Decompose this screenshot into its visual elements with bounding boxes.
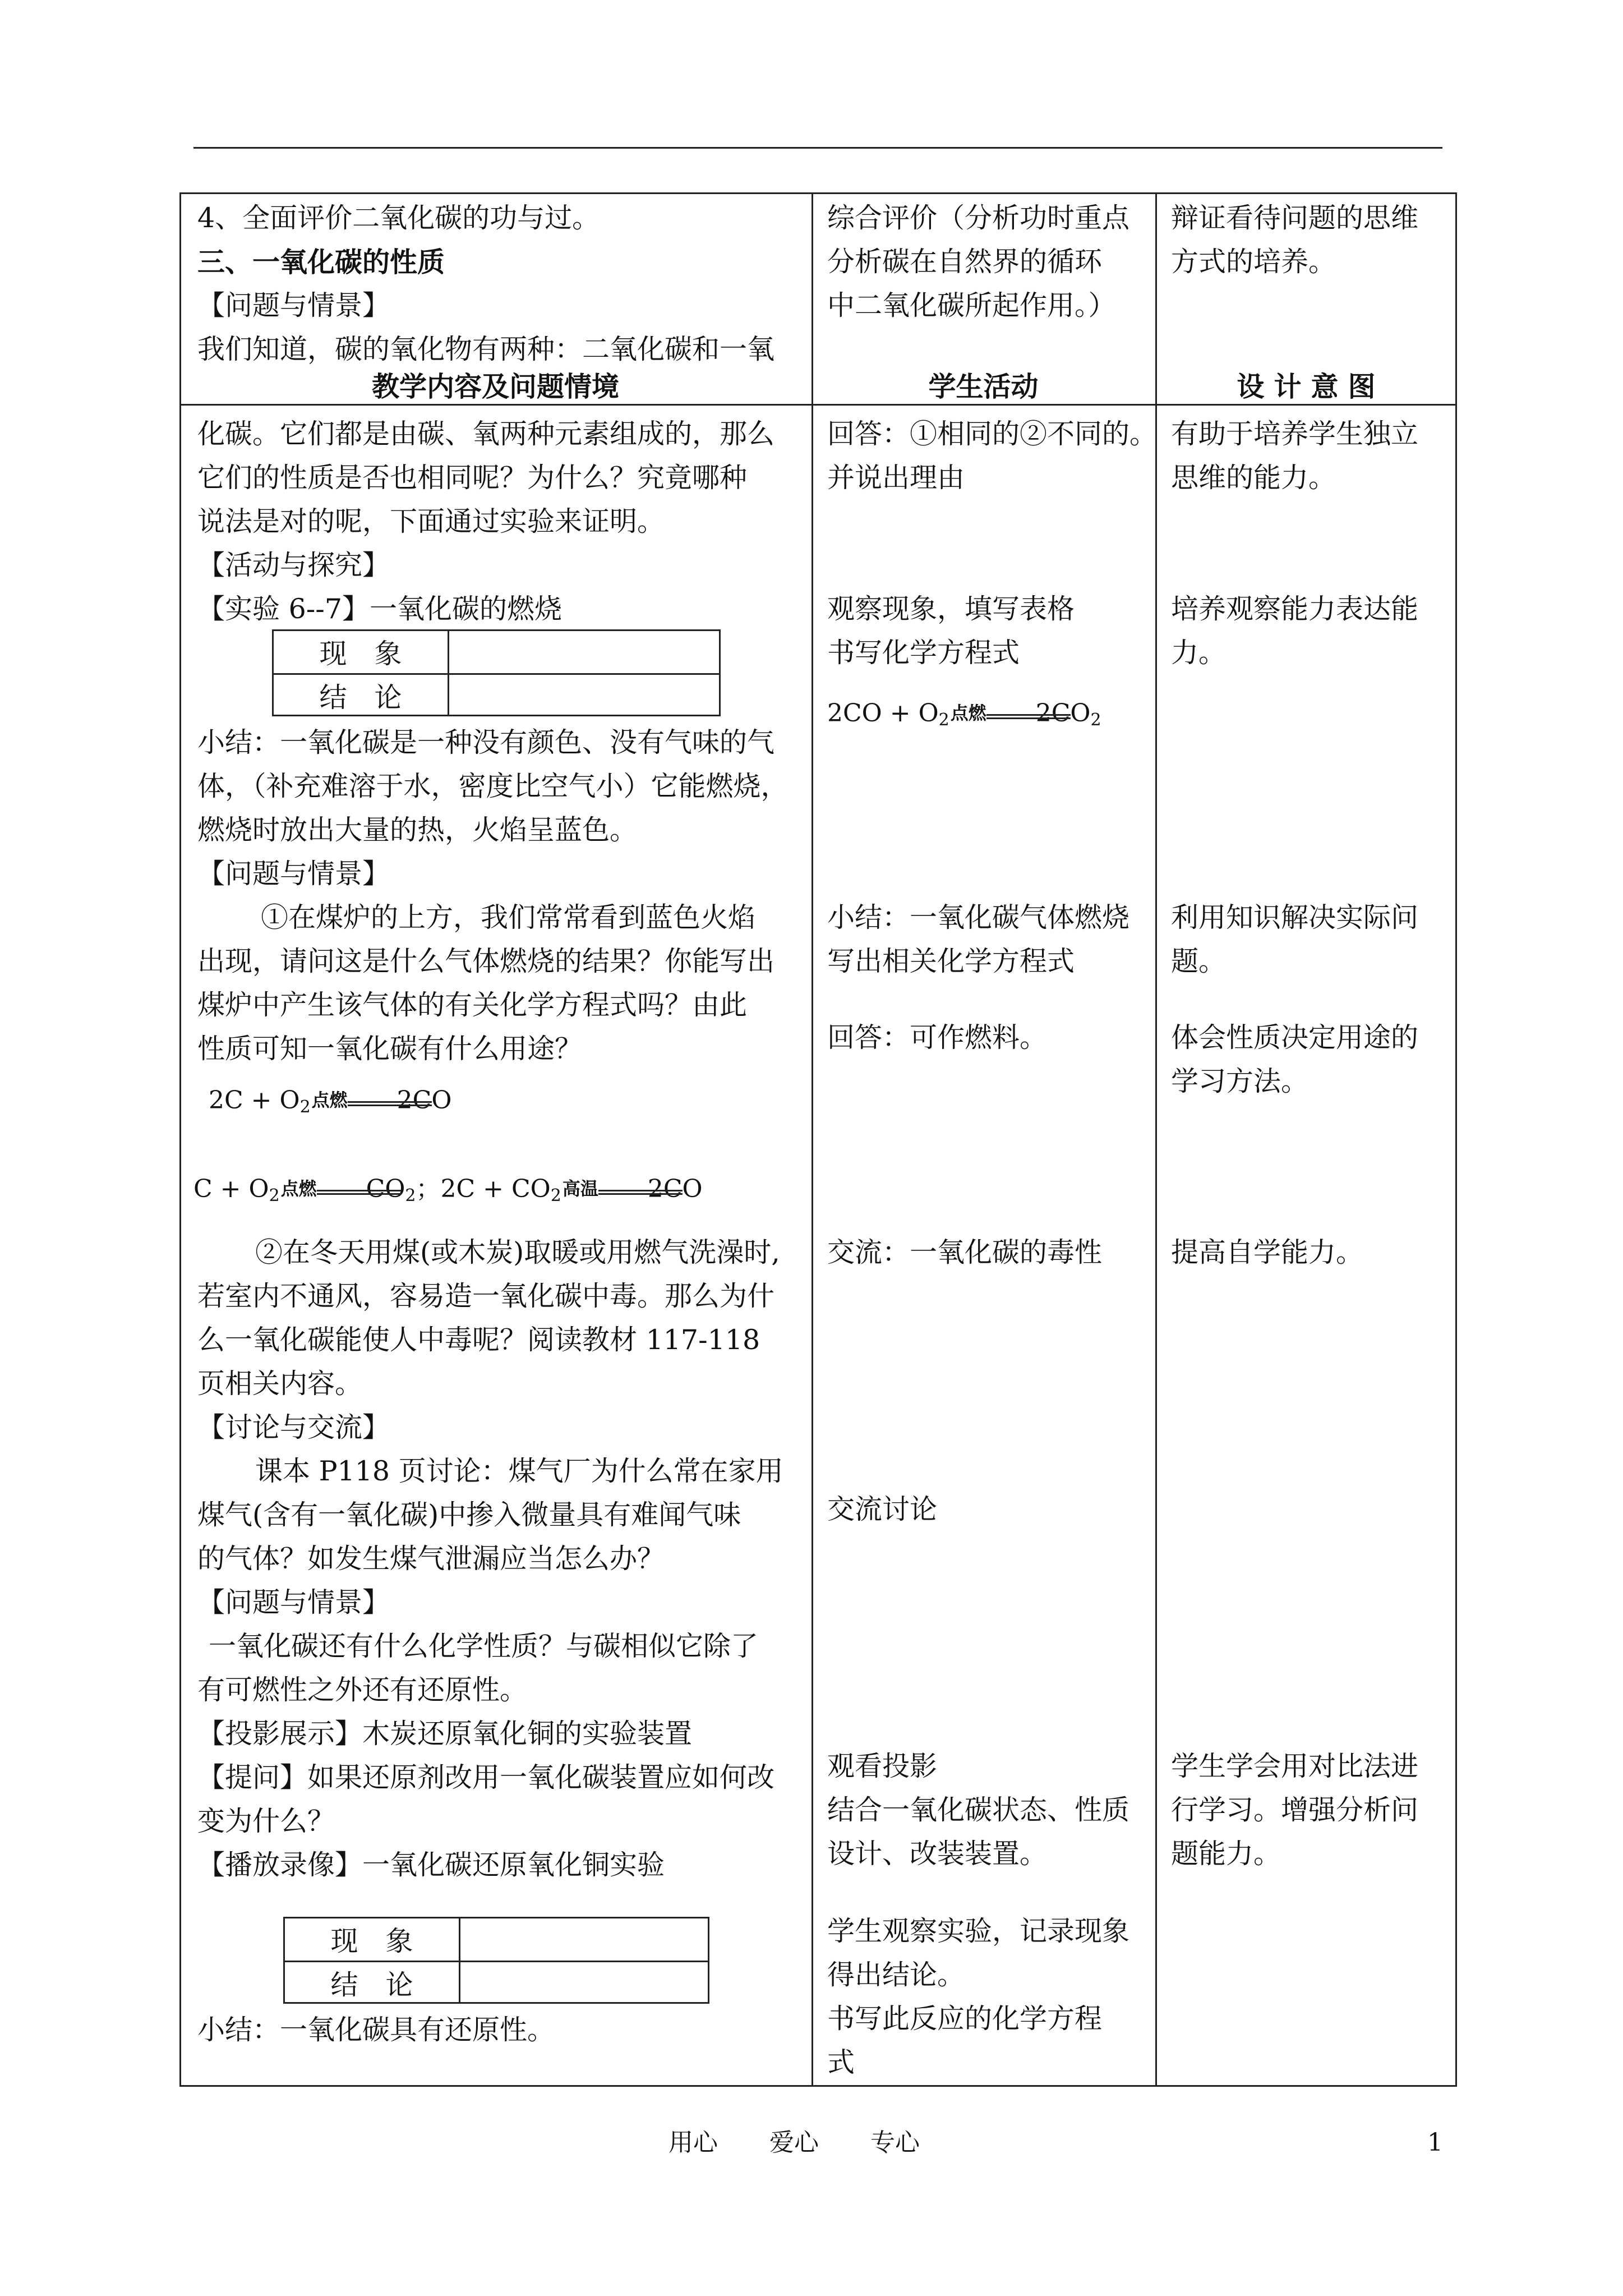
header-rule [193, 147, 1442, 149]
content-line: 页相关内容。 [197, 1368, 363, 1400]
content-line: 的气体？如发生煤气泄漏应当怎么办？ [197, 1543, 665, 1575]
phenomenon-label: 现 象 [330, 1925, 413, 1958]
content-line: 一氧化碳还有什么化学性质？与碳相似它除了 [209, 1630, 759, 1662]
content-line: 【实验 6--7】一氧化碳的燃烧 [197, 593, 562, 625]
content-line: 【提问】如果还原剂改用一氧化碳装置应如何改 [197, 1761, 775, 1793]
content-line: 性质可知一氧化碳有什么用途？ [197, 1033, 583, 1065]
footer-slogan: 爱心 [769, 2128, 819, 2157]
content-line: 它们的性质是否也相同呢？为什么？究竟哪种 [197, 462, 748, 494]
content-line: 么一氧化碳能使人中毒呢？阅读教材 117-118 [197, 1324, 760, 1356]
conclusion-label: 结 论 [319, 681, 402, 714]
intent-line: 学习方法。 [1171, 1065, 1309, 1097]
student-line: 观察现象，填写表格 [827, 593, 1075, 625]
intent-line: 体会性质决定用途的 [1171, 1022, 1419, 1053]
student-line: 交流：一氧化碳的毒性 [827, 1236, 1103, 1268]
intent-line: 利用知识解决实际问 [1171, 901, 1419, 933]
content-line: 燃烧时放出大量的热，火焰呈蓝色。 [197, 814, 638, 846]
student-line: 书写化学方程式 [827, 637, 1020, 669]
student-line: 并说出理由 [827, 462, 965, 494]
content-line: 煤炉中产生该气体的有关化学方程式吗？由此 [197, 989, 748, 1021]
content-line: 出现，请问这是什么气体燃烧的结果？你能写出 [197, 945, 775, 977]
student-line: 结合一氧化碳状态、性质 [827, 1794, 1130, 1826]
column-divider [1155, 192, 1157, 2087]
content-line: 【活动与探究】 [197, 549, 390, 581]
content-line: 4、全面评价二氧化碳的功与过。 [197, 202, 600, 234]
student-line: 小结：一氧化碳气体燃烧 [827, 901, 1130, 933]
equation-c-co2: C + O 2 点燃 CO 2 ；2C + CO 2 高温 2CO [193, 1175, 703, 1205]
intent-line: 思维的能力。 [1171, 462, 1336, 494]
phenomenon-label: 现 象 [319, 638, 402, 670]
student-line: 设计、改装装置。 [827, 1838, 1048, 1870]
content-line: 小结：一氧化碳具有还原性。 [197, 2014, 555, 2046]
content-line: ②在冬天用煤(或木炭)取暖或用燃气洗澡时, [255, 1236, 780, 1268]
student-line: 得出结论。 [827, 1959, 965, 1991]
column-divider [811, 192, 813, 2087]
content-line: 小结：一氧化碳是一种没有颜色、没有气味的气 [197, 726, 775, 758]
content-line: 若室内不通风，容易造一氧化碳中毒。那么为什 [197, 1280, 775, 1312]
intent-line: 有助于培养学生独立 [1171, 418, 1419, 450]
content-line: 煤气(含有一氧化碳)中掺入微量具有难闻气味 [197, 1499, 741, 1531]
student-line: 分析碳在自然界的循环 [827, 246, 1103, 278]
content-line: 体，（补充难溶于水，密度比空气小）它能燃烧， [197, 770, 789, 802]
intent-line: 题能力。 [1171, 1838, 1281, 1870]
intent-line: 行学习。增强分析问 [1171, 1794, 1419, 1826]
intent-line: 方式的培养。 [1171, 246, 1336, 278]
student-line: 观看投影 [827, 1750, 938, 1782]
footer-slogan: 用心 [668, 2128, 718, 2157]
content-line: 课本 P118 页讨论：煤气厂为什么常在家用 [255, 1455, 783, 1487]
conclusion-label: 结 论 [330, 1968, 413, 2001]
header-student: 学生活动 [928, 370, 1039, 403]
student-line: 式 [827, 2046, 855, 2078]
content-line: 我们知道，碳的氧化物有两种：二氧化碳和一氧 [197, 333, 775, 365]
content-line: ①在煤炉的上方，我们常常看到蓝色火焰 [261, 901, 756, 933]
intent-line: 培养观察能力表达能 [1171, 593, 1419, 625]
content-line: 变为什么？ [197, 1805, 335, 1837]
observation-table-1 [272, 629, 721, 716]
intent-line: 辩证看待问题的思维 [1171, 202, 1419, 234]
content-line: 【讨论与交流】 [197, 1411, 390, 1443]
content-line: 有可燃性之外还有还原性。 [197, 1674, 528, 1706]
page-number: 1 [1427, 2128, 1443, 2157]
content-line: 化碳。它们都是由碳、氧两种元素组成的，那么 [197, 418, 775, 450]
intent-line: 题。 [1171, 945, 1227, 977]
student-line: 回答：①相同的②不同的。 [827, 418, 1158, 450]
observation-table-2 [283, 1917, 709, 2004]
student-line: 中二氧化碳所起作用。） [827, 289, 1116, 321]
student-line: 写出相关化学方程式 [827, 945, 1075, 977]
content-line: 说法是对的呢，下面通过实验来证明。 [197, 505, 665, 537]
header-intent: 设 计 意 图 [1237, 370, 1376, 403]
content-line: 【投影展示】木炭还原氧化铜的实验装置 [197, 1718, 693, 1750]
intent-line: 力。 [1171, 637, 1227, 669]
equation-co-combustion: 2CO + O 2 点燃 2CO 2 [827, 699, 1101, 730]
student-line: 书写此反应的化学方程 [827, 2003, 1103, 2035]
content-line: 【播放录像】一氧化碳还原氧化铜实验 [197, 1849, 665, 1881]
content-line: 【问题与情景】 [197, 1586, 390, 1618]
content-line: 【问题与情景】 [197, 858, 390, 890]
equation-c-combustion: 2C + O 2 点燃 2CO [209, 1086, 452, 1117]
section-heading: 三、一氧化碳的性质 [197, 246, 445, 278]
student-line: 回答：可作燃料。 [827, 1022, 1048, 1053]
content-line: 【问题与情景】 [197, 289, 390, 321]
footer-slogan: 专心 [870, 2128, 920, 2157]
student-line: 学生观察实验，记录现象 [827, 1915, 1130, 1947]
intent-line: 学生学会用对比法进 [1171, 1750, 1419, 1782]
student-line: 交流讨论 [827, 1493, 938, 1525]
intent-line: 提高自学能力。 [1171, 1236, 1364, 1268]
header-content: 教学内容及问题情境 [371, 370, 619, 403]
student-line: 综合评价（分析功时重点 [827, 202, 1130, 234]
